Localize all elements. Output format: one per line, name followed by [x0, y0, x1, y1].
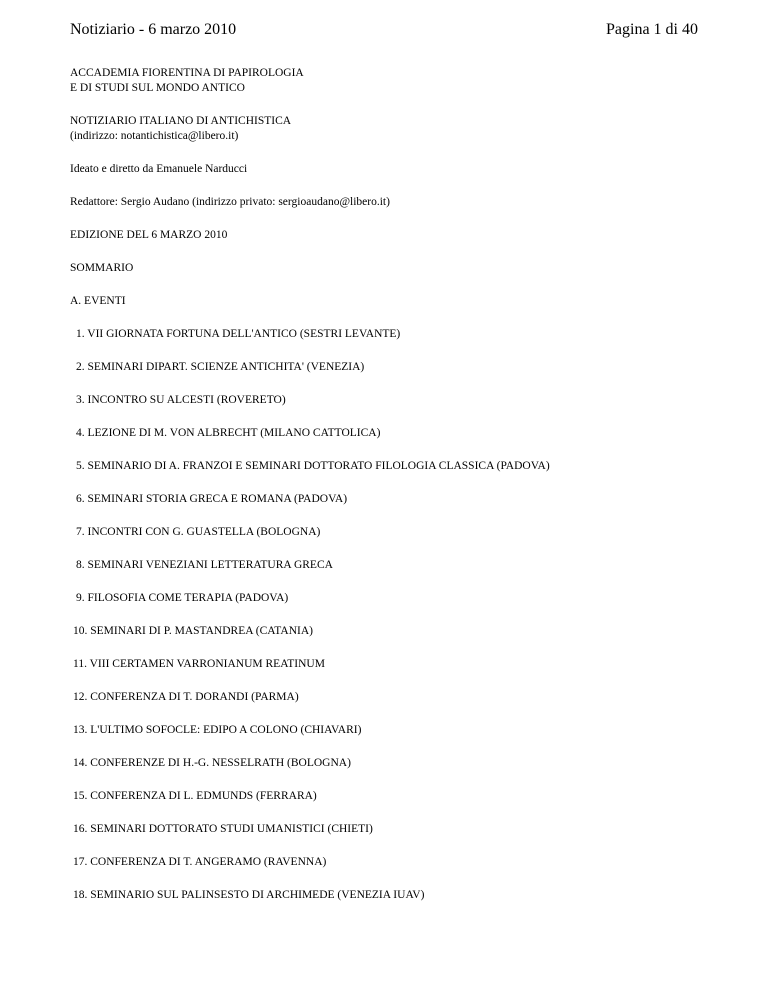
newsletter-name: NOTIZIARIO ITALIANO DI ANTICHISTICA	[70, 115, 292, 127]
event-item-7: 7. INCONTRI CON G. GUASTELLA (BOLOGNA)	[76, 526, 321, 538]
section-heading-events: A. EVENTI	[70, 295, 126, 307]
summary-heading: SOMMARIO	[70, 262, 134, 274]
event-item-4: 4. LEZIONE DI M. VON ALBRECHT (MILANO CATTOLICA)	[76, 427, 381, 439]
event-item-14: 14. CONFERENZE DI H.-G. NESSELRATH (BOLOGNA)	[73, 757, 351, 769]
event-item-6: 6. SEMINARI STORIA GRECA E ROMANA (PADOVA)	[76, 493, 348, 505]
event-item-5: 5. SEMINARIO DI A. FRANZOI E SEMINARI DOTTORATO FILOLOGIA CLASSICA (PADOVA)	[76, 460, 550, 472]
event-item-12: 12. CONFERENZA DI T. DORANDI (PARMA)	[73, 691, 299, 703]
event-item-8: 8. SEMINARI VENEZIANI LETTERATURA GRECA	[76, 559, 333, 571]
event-item-18: 18. SEMINARIO SUL PALINSESTO DI ARCHIMEDE (VENEZIA IUAV)	[73, 889, 425, 901]
event-item-17: 17. CONFERENZA DI T. ANGERAMO (RAVENNA)	[73, 856, 327, 868]
director-line: Ideato e diretto da Emanuele Narducci	[70, 163, 248, 175]
page-number: Pagina 1 di 40	[606, 21, 698, 38]
event-item-10: 10. SEMINARI DI P. MASTANDREA (CATANIA)	[73, 625, 313, 637]
event-item-9: 9. FILOSOFIA COME TERAPIA (PADOVA)	[76, 592, 289, 604]
newsletter-email: (indirizzo: notantichistica@libero.it)	[70, 130, 239, 142]
edition-date: EDIZIONE DEL 6 MARZO 2010	[70, 229, 228, 241]
org-name-line-2: E DI STUDI SUL MONDO ANTICO	[70, 82, 245, 94]
event-item-16: 16. SEMINARI DOTTORATO STUDI UMANISTICI (CHIETI)	[73, 823, 373, 835]
event-item-13: 13. L'ULTIMO SOFOCLE: EDIPO A COLONO (CHIAVARI)	[73, 724, 362, 736]
running-header-title: Notiziario - 6 marzo 2010	[70, 21, 237, 38]
event-item-2: 2. SEMINARI DIPART. SCIENZE ANTICHITA' (VENEZIA)	[76, 361, 365, 373]
event-item-15: 15. CONFERENZA DI L. EDMUNDS (FERRARA)	[73, 790, 317, 802]
event-item-11: 11. VIII CERTAMEN VARRONIANUM REATINUM	[73, 658, 325, 670]
event-item-1: 1. VII GIORNATA FORTUNA DELL'ANTICO (SESTRI LEVANTE)	[76, 328, 401, 340]
document-body	[70, 66, 710, 903]
event-item-3: 3. INCONTRO SU ALCESTI (ROVERETO)	[76, 394, 286, 406]
org-name-line-1: ACCADEMIA FIORENTINA DI PAPIROLOGIA	[70, 67, 304, 79]
editor-line: Redattore: Sergio Audano (indirizzo privato: sergioaudano@libero.it)	[70, 196, 390, 208]
